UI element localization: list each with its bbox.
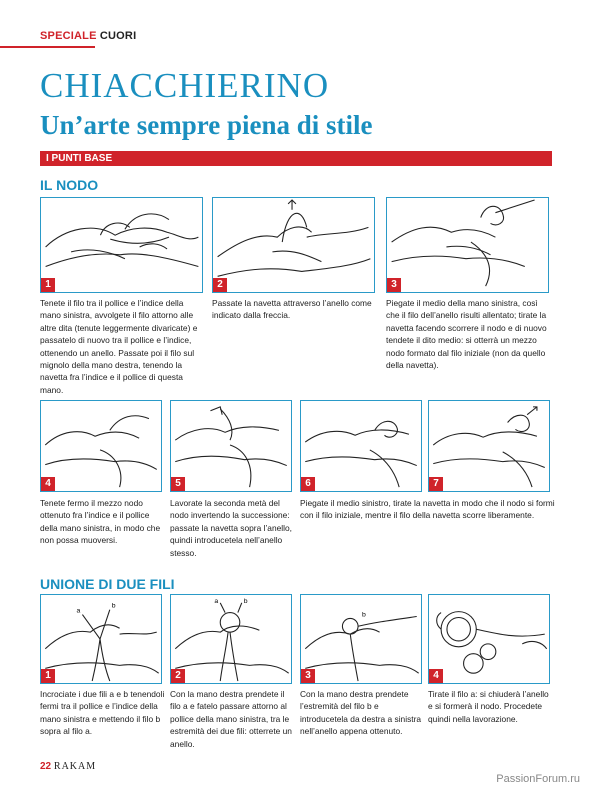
label-b: b <box>361 611 366 619</box>
join-step-2-illustration <box>170 594 292 684</box>
step-number: 4 <box>41 477 55 491</box>
join-step-4-caption: Tirate il filo a: si chiuderà l’anello e si formerà il nodo. Procedete quindi nella lavorazione. <box>428 689 549 724</box>
join-step-1-illustration <box>40 594 162 684</box>
join-step-4-illustration <box>428 594 550 684</box>
knot-step-5-illustration <box>170 400 292 492</box>
knot-step-7-illustration <box>428 400 550 492</box>
section-tag <box>40 30 136 42</box>
hands-icon <box>171 401 291 491</box>
step-number: 2 <box>171 669 185 683</box>
knot-step-4-illustration <box>40 400 162 492</box>
knot-step-3-caption: Piegate il medio della mano sinistra, così che il filo dell’anello risulti allentato; tirate la navetta facendo scorrere il nodo e di nuovo tendete il dito medio: si otterrà un mezzo nodo formato dal filo iniziale (non da quello della navetta). <box>386 298 547 371</box>
knot-step-3-illustration <box>386 197 549 293</box>
step-number: 7 <box>429 477 443 491</box>
step-number: 3 <box>301 669 315 683</box>
section-tag-dark: CUORI <box>96 30 137 42</box>
section-bar: I PUNTI BASE <box>40 151 552 166</box>
watermark: PassionForum.ru <box>496 773 580 785</box>
hands-icon <box>41 401 161 491</box>
page-title: CHIACCHIERINO <box>40 66 330 105</box>
knot-step-5-caption: Lavorate la seconda metà del nodo invertendo la successione: passate la navetta sopra l’anello, quindi introducetela nell’anello stesso. <box>170 498 292 558</box>
join-step-3-caption: Con la mano destra prendete l’estremità del filo b e introducetela da destra a sinistra nell’anello appena ottenuto. <box>300 689 422 737</box>
knot-step-4-caption: Tenete fermo il mezzo nodo ottenuto fra l’indice e il pollice della mano sinistra, in modo che non possa muoversi. <box>40 498 161 546</box>
step-number: 5 <box>171 477 185 491</box>
page-footer <box>40 761 96 772</box>
knot-step-2-illustration <box>212 197 375 293</box>
label-b: b <box>111 602 116 610</box>
hands-icon <box>301 595 421 683</box>
hands-icon <box>301 401 421 491</box>
knot-heading: IL NODO <box>40 177 99 193</box>
step-number: 3 <box>387 278 401 292</box>
page-number: 22 <box>40 761 52 772</box>
step-number: 2 <box>213 278 227 292</box>
knot-step-6-illustration <box>300 400 422 492</box>
join-step-3-illustration <box>300 594 422 684</box>
tag-rule <box>0 46 95 48</box>
join-step-2-caption: Con la mano destra prendete il filo a e fatelo passare attorno al pollice della mano sinistra, tra le estremità dei due fili: otterrete un anello. <box>170 689 292 749</box>
section-tag-red: SPECIALE <box>40 30 97 42</box>
step-number: 4 <box>429 669 443 683</box>
knot-step-2-caption: Passate la navetta attraverso l’anello come indicato dalla freccia. <box>212 298 372 321</box>
join-step-1-caption: Incrociate i due fili a e b tenendoli fermi tra il pollice e l’indice della mano sinistra e mettendo il filo b sopra al filo a. <box>40 689 165 737</box>
knot-step-1-caption: Tenete il filo tra il pollice e l’indice della mano sinistra, avvolgete il filo attorno alle altre dita (tenute leggermente divaricate) e passatelo di nuovo tra il pollice e l’indice, ottenendo un anello. Passate poi il filo sul mignolo della mano destra, tenendo la navetta fra l’indice e il pollice di questa mano. <box>40 298 198 395</box>
hands-icon <box>387 198 548 292</box>
hands-icon <box>41 198 202 292</box>
lace-icon <box>429 595 549 683</box>
hands-icon <box>429 401 549 491</box>
label-a: a <box>76 607 81 615</box>
step-number: 1 <box>41 278 55 292</box>
hands-icon <box>41 595 161 683</box>
label-a: a <box>214 597 219 605</box>
knot-step-1-illustration <box>40 197 203 293</box>
step-number: 6 <box>301 477 315 491</box>
page-subtitle: Un’arte sempre piena di stile <box>40 110 373 140</box>
hands-icon <box>171 595 291 683</box>
step-number: 1 <box>41 669 55 683</box>
magazine-name: RAKAM <box>53 761 97 772</box>
knot-step-6-caption: Piegate il medio sinistro, tirate la navetta in modo che il nodo si formi con il filo iniziale, mentre il filo della navetta scorre liberamente. <box>300 498 555 521</box>
label-b: b <box>243 597 248 605</box>
hands-icon <box>213 198 374 292</box>
join-heading: UNIONE DI DUE FILI <box>40 576 175 592</box>
